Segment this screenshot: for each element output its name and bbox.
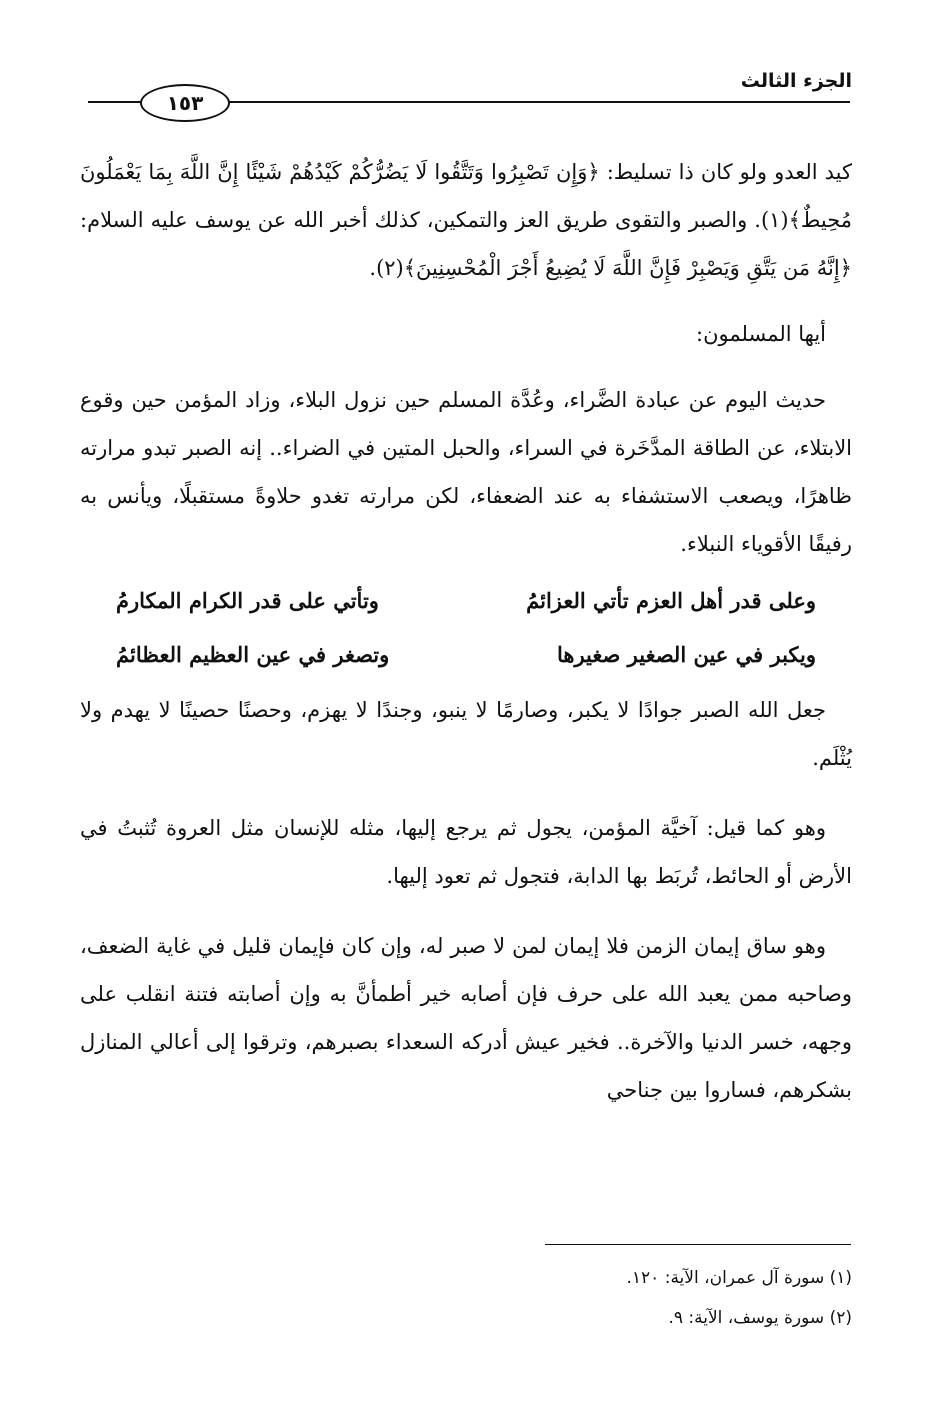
footnote-2: (٢) سورة يوسف، الآية: ٩. [668,1308,852,1328]
paragraph-patience-intro: حديث اليوم عن عبادة الضَّراء، وعُدَّة المسلم حين نزول البلاء، وزاد المؤمن حين وقوع الابتلاء، عن الطاقة المدَّخَرة في السراء، والحبل المتين في الضراء.. إنه الصبر تبدو مرارته ظاهرًا، ويصعب الاستشفاء به عند الضعفاء، لكن مرارته تغدو حلاوةً مستقبلًا، ويأنس به رفيقًا الأقوياء النبلاء. [80,388,852,556]
paragraph-tether: وهو كما قيل: آخيَّة المؤمن، يجول ثم يرجع إليها، مثله للإنسان مثل العروة تُثبتُ في الأرض أو الحائط، تُربَط بها الدابة، فتجول ثم تعود إليها. [80,816,852,888]
paragraph-quran-quotes: كيد العدو ولو كان ذا تسليط: ﴿وَإِن تَصْبِرُوا وَتَتَّقُوا لَا يَضُرُّكُمْ كَيْدُهُمْ شَيْئًا إِنَّ اللَّهَ بِمَا يَعْمَلُونَ مُحِيطٌ﴾(١). والصبر والتقوى طريق العز والتمكين، كذلك أخبر الله عن يوسف عليه السلام: ﴿إِنَّهُ مَن يَتَّقِ وَيَصْبِرْ فَإِنَّ اللَّهَ لَا يُضِيعُ أَجْرَ الْمُحْسِنِينَ﴾(٢). [80,160,852,280]
page-number: ١٥٣ [140,84,230,122]
verse-2-first-hemistich: ويكبر في عين الصغير صغيرها [556,642,816,667]
verse-1-second-hemistich: وتأتي على قدر الكرام المكارمُ [116,588,379,613]
paragraph-patience-steed: جعل الله الصبر جوادًا لا يكبر، وصارمًا لا ينبو، وجندًا لا يهزم، وحصنًا حصينًا لا يهدم ولا يُثْلَم. [80,698,852,770]
paragraph-faith-stem: وهو ساق إيمان الزمن فلا إيمان لمن لا صبر له، وإن كان فإيمان قليل في غاية الضعف، وصاحبه ممن يعبد الله على حرف فإن أصابه خير أطمأنَّ به وإن أصابته فتنة انقلب على وجهه، خسر الدنيا والآخرة.. فخير عيش أدركه السعداء بصبرهم، وترقوا إلى أعالي المنازل بشكرهم، فساروا بين جناحي [80,934,852,1102]
poem-verse-2 [80,628,852,682]
footnotes [627,1258,853,1338]
footnote-rule [545,1244,851,1245]
poem [80,574,852,682]
verse-2-second-hemistich: وتصغر في عين العظيم العظائمُ [116,642,390,667]
running-header: الجزء الثالث [740,70,852,92]
poem-verse-1 [80,574,852,628]
paragraph-address: أيها المسلمون: [696,322,826,346]
footnote-1: (١) سورة آل عمران، الآية: ١٢٠. [626,1268,852,1288]
page-body [80,148,852,1114]
verse-1-first-hemistich: وعلى قدر أهل العزم تأتي العزائمُ [526,588,816,613]
